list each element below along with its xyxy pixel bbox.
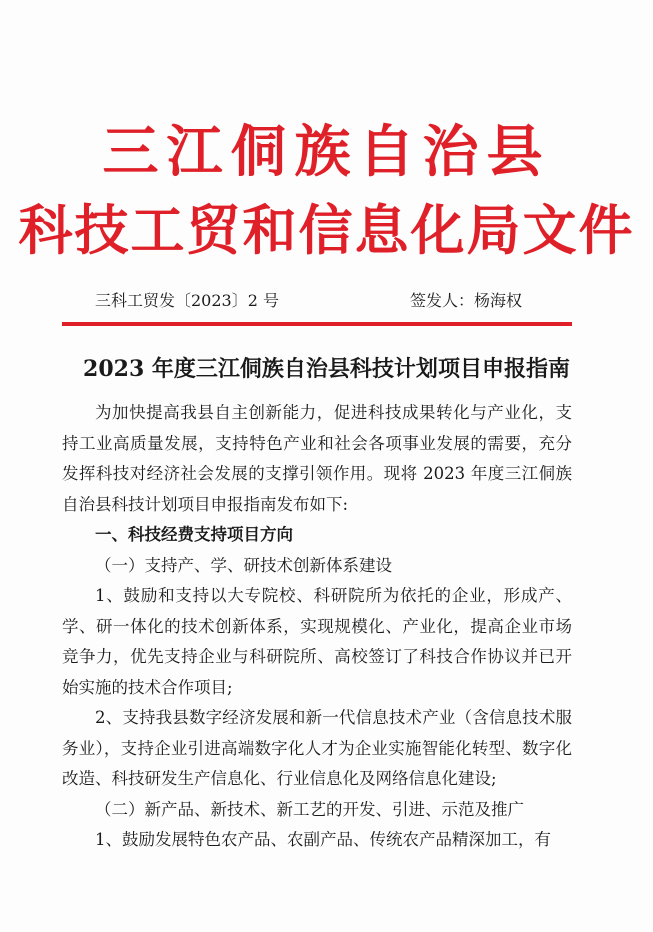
red-divider <box>62 322 572 326</box>
section-heading: 一、科技经费支持项目方向 <box>95 525 293 544</box>
subsection-heading: （一）支持产、学、研技术创新体系建设 <box>95 555 392 575</box>
issuer-name: 三江侗族自治县 <box>102 119 551 185</box>
document-number: 三科工贸发〔2023〕2 号 <box>95 291 279 310</box>
body-paragraph: 1、鼓励和支持以大专院校、科研院所为依托的企业，形成产、学、研一体化的技术创新体系，实现规模化、产业化，提高企业市场竞争力，优先支持企业与科研院所、高校签订了科技合作协议并已开始实施的技术合作项目; <box>62 586 572 697</box>
signer: 签发人：杨海权 <box>410 291 523 310</box>
document-body <box>62 398 572 856</box>
page-title: 2023 年度三江侗族自治县科技计划项目申报指南 <box>83 356 570 382</box>
subsection-heading: （二）新产品、新技术、新工艺的开发、引进、示范及推广 <box>95 799 524 819</box>
intro-paragraph: 为加快提高我县自主创新能力，促进科技成果转化与产业化，支持工业高质量发展，支持特色产业和社会各项事业发展的需要，充分发挥科技对经济社会发展的支撑引领作用。现将 2023 年度三江侗族自治县科技计划项目申报指南发布如下: <box>62 403 572 514</box>
document-header: 科技工贸和信息化局文件 <box>18 198 635 262</box>
body-paragraph: 1、鼓励发展特色农产品、农副产品、传统农产品精深加工，有 <box>95 830 551 849</box>
body-paragraph: 2、支持我县数字经济发展和新一代信息技术产业（含信息技术服务业），支持企业引进高端数字化人才为企业实施智能化转型、数字化改造、科技研发生产信息化、行业信息化及网络信息化建设; <box>62 708 572 788</box>
